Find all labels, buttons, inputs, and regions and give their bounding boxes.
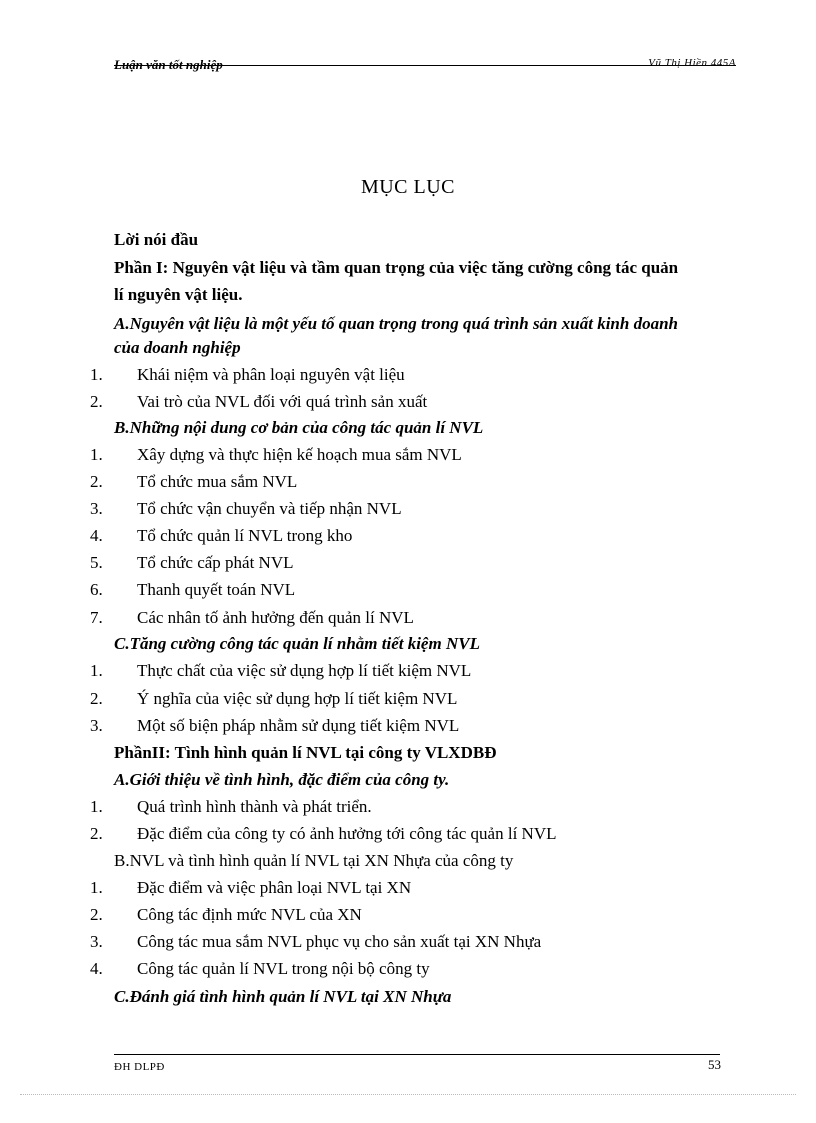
item-number: 1. [90, 797, 103, 816]
item-text: Tổ chức quản lí NVL trong kho [137, 526, 353, 545]
item-number: 3. [90, 716, 103, 735]
toc-part2-section-a[interactable]: A.Giới thiệu về tình hình, đặc điểm của công ty. [114, 770, 450, 789]
item-number: 4. [90, 526, 103, 545]
toc-part1-section-c[interactable]: C.Tăng cường công tác quản lí nhằm tiết kiệm NVL [114, 634, 480, 653]
item-number: 7. [90, 608, 103, 627]
item-text: Ý nghĩa của việc sử dụng hợp lí tiết kiệm NVL [137, 689, 458, 708]
item-text: Tổ chức mua sắm NVL [137, 472, 298, 491]
item-text: Thực chất của việc sử dụng hợp lí tiết kiệm NVL [137, 661, 472, 680]
item-number: 2. [90, 824, 103, 843]
page-title: MỤC LỤC [360, 176, 456, 198]
item-number: 1. [90, 878, 103, 897]
footer-divider [114, 1054, 720, 1055]
item-number: 2. [90, 472, 103, 491]
header-author: Vũ Thị Hiền 445A [648, 57, 736, 69]
item-number: 1. [90, 445, 103, 464]
item-text: Một số biện pháp nhằm sử dụng tiết kiệm NVL [137, 716, 460, 735]
footer-university: ĐH DLPĐ [114, 1061, 165, 1073]
item-text: Các nhân tố ảnh hưởng đến quản lí NVL [137, 608, 414, 627]
item-number: 6. [90, 580, 103, 599]
item-text: Vai trò của NVL đối với quá trình sản xuất [137, 392, 428, 411]
item-number: 1. [90, 365, 103, 384]
item-number: 2. [90, 392, 103, 411]
item-text: Tổ chức vận chuyển và tiếp nhận NVL [137, 499, 402, 518]
toc-part2-title[interactable]: PhầnII: Tình hình quản lí NVL tại công ty VLXDBĐ [114, 743, 497, 762]
item-number: 4. [90, 959, 103, 978]
item-number: 2. [90, 689, 103, 708]
item-text: Xây dựng và thực hiện kế hoạch mua sắm NVL [137, 445, 462, 464]
toc-intro[interactable]: Lời nói đầu [114, 230, 199, 249]
toc-part1-title-cont[interactable]: lí nguyên vật liệu. [114, 285, 243, 304]
toc-part2-section-b[interactable]: B.NVL và tình hình quản lí NVL tại XN Nhựa của công ty [114, 851, 514, 870]
page-number: 53 [708, 1057, 721, 1072]
toc-part1-section-b[interactable]: B.Những nội dung cơ bản của công tác quản lí NVL [114, 418, 484, 437]
item-text: Công tác mua sắm NVL phục vụ cho sản xuất tại XN Nhựa [137, 932, 542, 951]
toc-part1-title[interactable]: Phần I: Nguyên vật liệu và tầm quan trọng của việc tăng cường công tác quản [114, 258, 679, 277]
item-number: 3. [90, 499, 103, 518]
header-title: Luận văn tốt nghiệp [114, 57, 223, 72]
toc-part1-section-a-cont[interactable]: của doanh nghiệp [114, 338, 241, 357]
item-text: Thanh quyết toán NVL [137, 580, 296, 599]
item-text: Đặc điểm của công ty có ảnh hưởng tới công tác quản lí NVL [137, 824, 557, 843]
item-number: 1. [90, 661, 103, 680]
item-number: 5. [90, 553, 103, 572]
item-text: Đặc điểm và việc phân loại NVL tại XN [137, 878, 412, 897]
item-text: Khái niệm và phân loại nguyên vật liệu [137, 365, 405, 384]
item-text: Tổ chức cấp phát NVL [137, 553, 294, 572]
item-text: Công tác định mức NVL của XN [137, 905, 362, 924]
item-text: Công tác quản lí NVL trong nội bộ công ty [137, 959, 430, 978]
toc-part2-section-c[interactable]: C.Đánh giá tình hình quản lí NVL tại XN Nhựa [114, 987, 452, 1006]
item-number: 3. [90, 932, 103, 951]
page-bottom-edge [20, 1094, 796, 1095]
item-number: 2. [90, 905, 103, 924]
toc-part1-section-a[interactable]: A.Nguyên vật liệu là một yếu tố quan trọng trong quá trình sản xuất kinh doanh [114, 314, 678, 333]
item-text: Quá trình hình thành và phát triển. [137, 797, 372, 816]
